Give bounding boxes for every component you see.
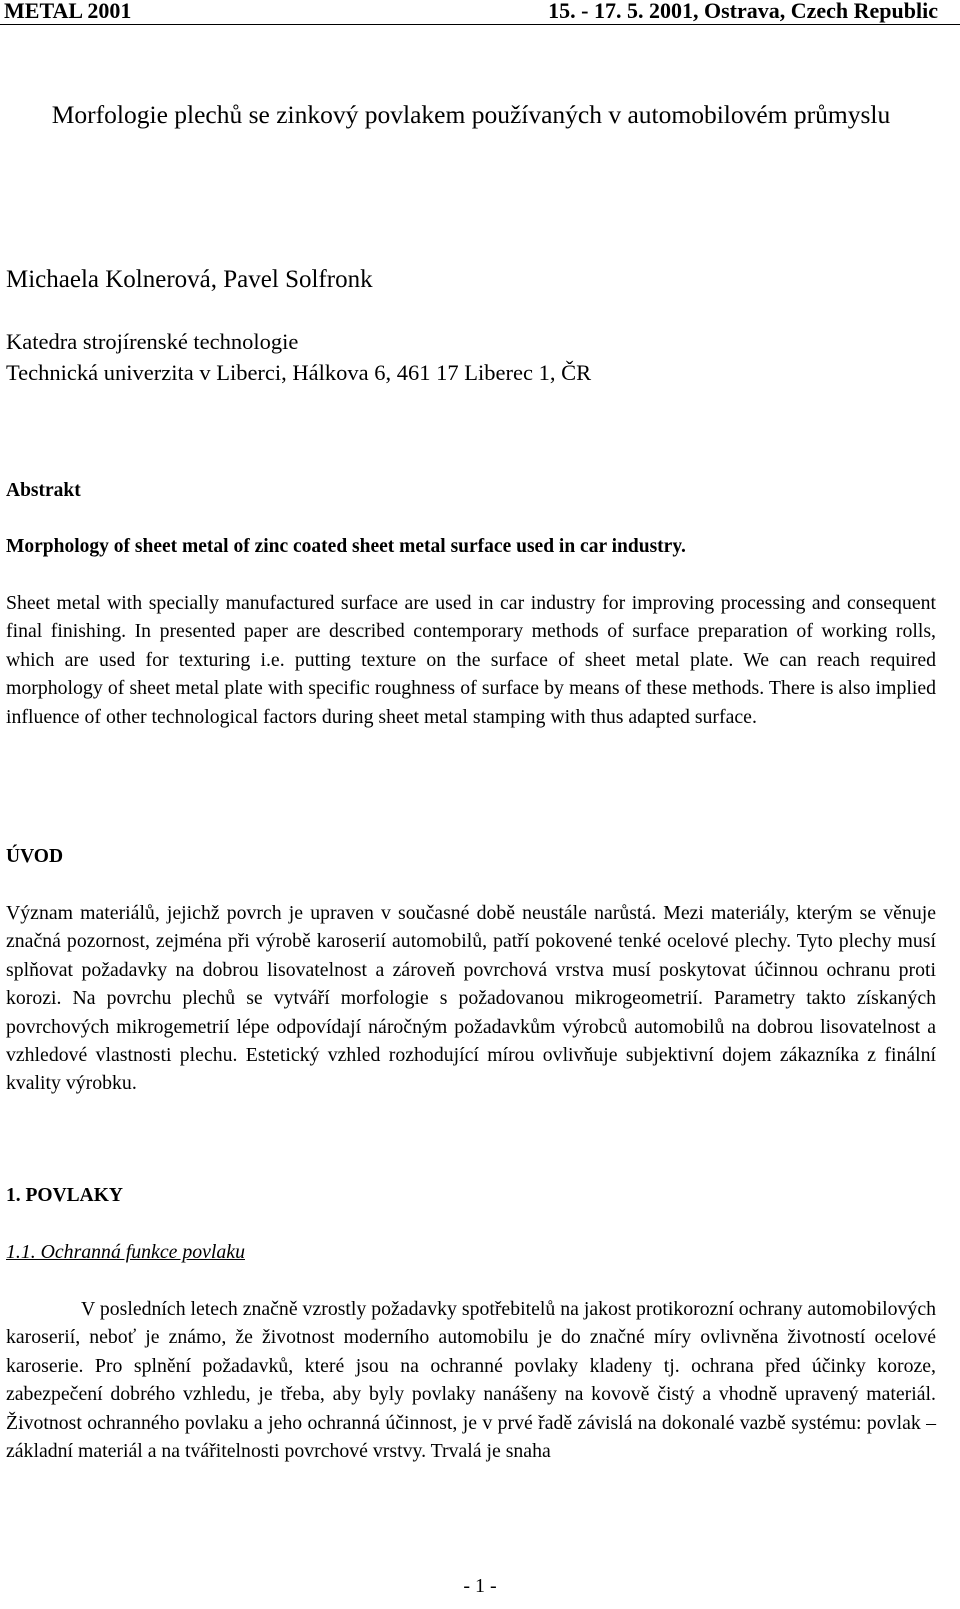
conference-date-location: 15. - 17. 5. 2001, Ostrava, Czech Republic <box>548 0 938 23</box>
page-number: - 1 - <box>463 1575 497 1597</box>
abstract-body: Sheet metal with specially manufactured surface are used in car industry for improving processing and consequent final finishing. In presented paper are described contemporary methods of surface preparation of working rolls, which are used for texturing i.e. putting texture on the surface of sheet metal plate. We can reach required morphology of sheet metal plate with specific roughness of surface by means of these methods. There is also implied influence of other technological factors during sheet metal stamping with thus adapted surface. <box>6 592 936 728</box>
abstract-title: Morphology of sheet metal of zinc coated sheet metal surface used in car industry. <box>6 536 686 557</box>
affiliation-department: Katedra strojírenské technologie <box>6 329 299 354</box>
section-body: V posledních letech značně vzrostly požadavky spotřebitelů na jakost protikorozní ochrany automobilových karoserií, neboť je známo, že životnost moderního automobilu je do značné míry ovlivněna životností ocelové karoserie. Pro splnění požadavků, které jsou na ochranné povlaky kladeny tj. ochrana před účinky koroze, zabezpečení dobrého vzhledu, je třeba, aby byly povlaky nanášeny na kovově čistý a vhodně upravený materiál. Životnost ochranného povlaku a jeho ochranná účinnost, je v prvé řadě závislá na dokonalé vazbě systému: povlak – základní materiál a na tvářitelnosti povrchové vrstvy. Trvalá je snaha <box>6 1298 936 1463</box>
authors: Michaela Kolnerová, Pavel Solfronk <box>6 266 373 293</box>
section-heading: 1. POVLAKY <box>6 1185 123 1206</box>
affiliation-university: Technická univerzita v Liberci, Hálkova 6, 461 17 Liberec 1, ČR <box>6 360 592 385</box>
affiliation <box>6 326 591 388</box>
conference-name: METAL 2001 <box>4 0 132 23</box>
intro-body: Význam materiálů, jejichž povrch je upraven v současné době neustále narůstá. Mezi materiály, kterým se věnuje značná pozornost, zejména při výrobě karoserií automobilů, patří pokovené tenké ocelové plechy. Tyto plechy musí splňovat požadavky na dobrou lisovatelnost a zároveň povrchová vrstva musí poskytovat účinnou ochranu proti korozi. Na povrchu plechů se vytváří morfologie s požadovanou mikrogeometrií. Parametry takto získaných povrchových mikrogemetrií lépe odpovídají náročným požadavkům výrobců automobilů na dobrou lisovatelnost a vzhledové vlastnosti plechu. Estetický vzhled rozhodující mírou ovlivňuje subjektivní dojem zákazníka z finální kvality výrobku. <box>6 902 936 1095</box>
intro-heading: ÚVOD <box>6 846 64 867</box>
subsection-heading: 1.1. Ochranná funkce povlaku <box>6 1241 245 1263</box>
abstract-heading: Abstrakt <box>6 480 81 501</box>
paper-title: Morfologie plechů se zinkový povlakem používaných v automobilovém průmyslu <box>51 100 891 129</box>
running-header <box>0 0 960 25</box>
